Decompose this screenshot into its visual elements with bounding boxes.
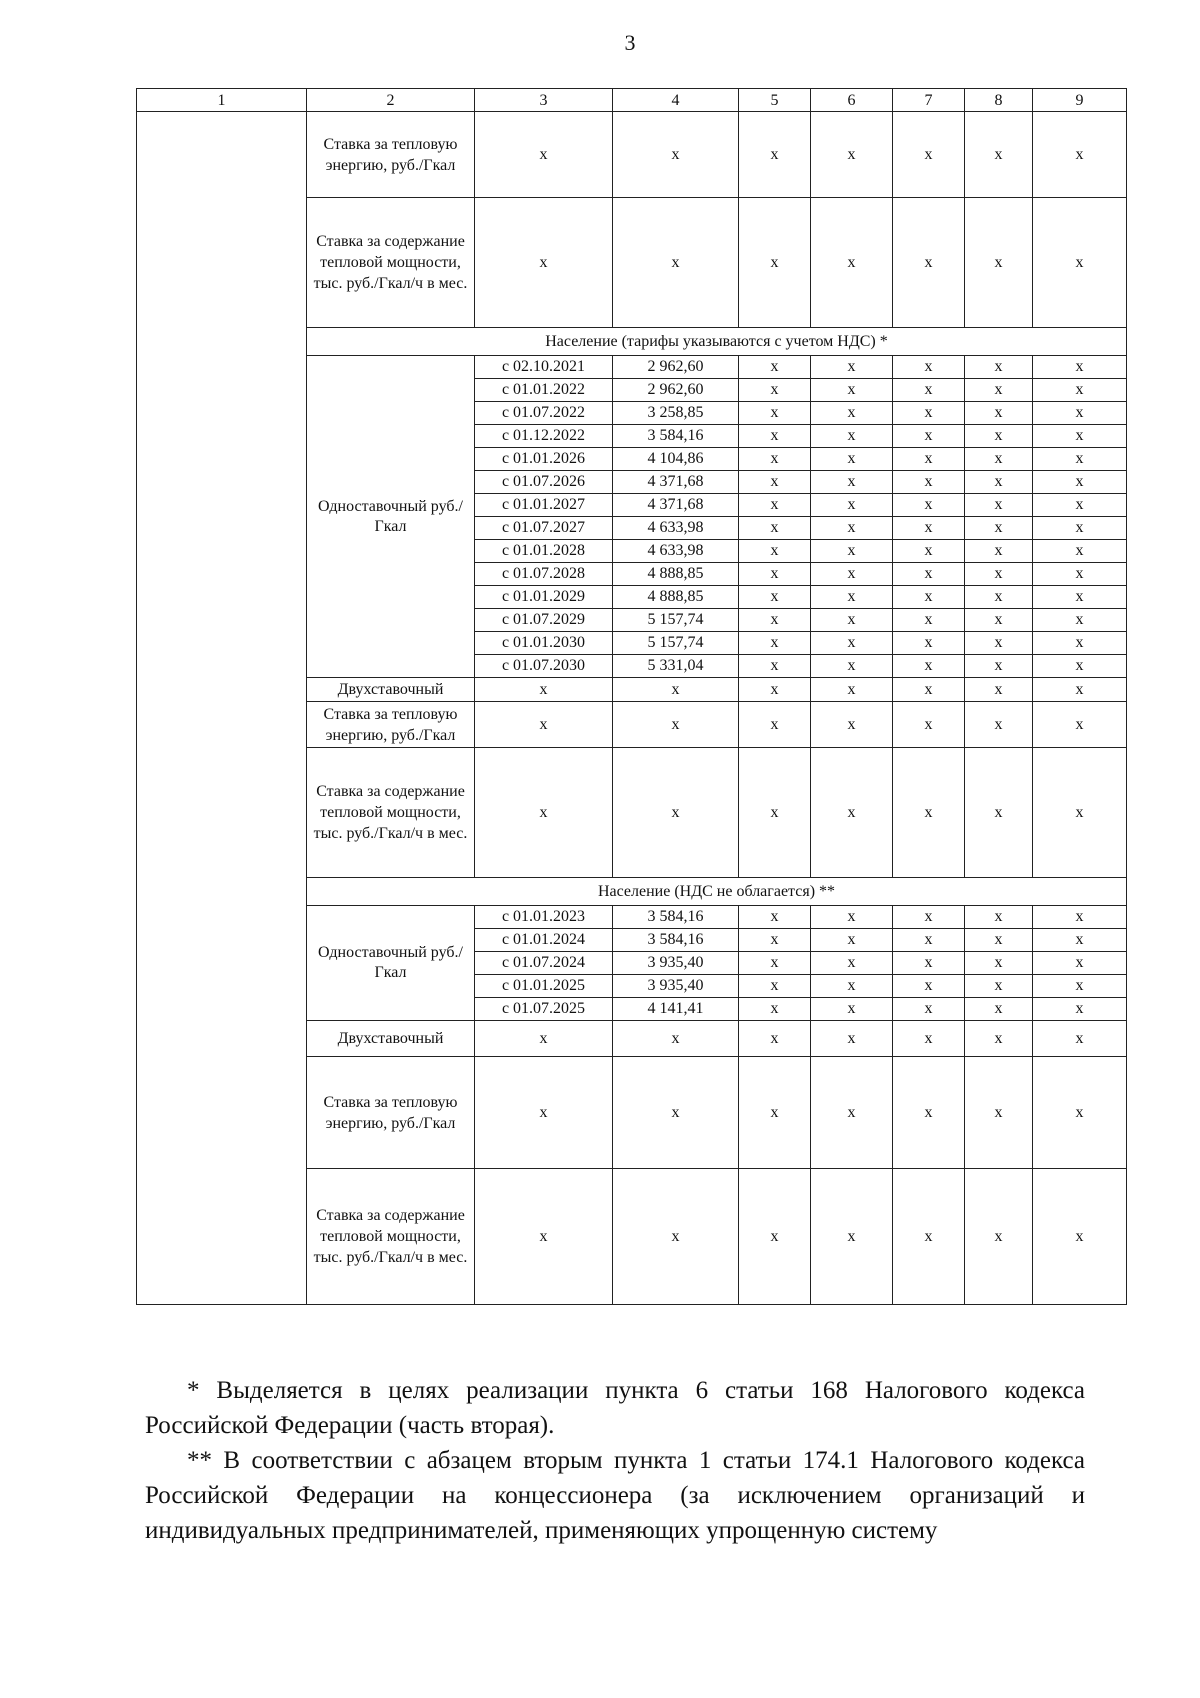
x-cell: x: [893, 655, 965, 678]
x-cell: x: [1033, 448, 1127, 471]
x-cell: x: [1033, 702, 1127, 748]
x-cell: x: [965, 586, 1033, 609]
x-cell: x: [1033, 471, 1127, 494]
x-cell: x: [1033, 748, 1127, 878]
x-cell: x: [475, 748, 613, 878]
x-cell: x: [811, 678, 893, 702]
column-number-cell: 1: [137, 89, 307, 112]
tariff-value: 4 141,41: [613, 998, 739, 1021]
x-cell: x: [475, 702, 613, 748]
x-cell: x: [739, 563, 811, 586]
x-cell: x: [1033, 112, 1127, 198]
x-cell: x: [893, 748, 965, 878]
period-date: с 01.07.2027: [475, 517, 613, 540]
x-cell: x: [893, 678, 965, 702]
x-cell: x: [965, 632, 1033, 655]
x-cell: x: [811, 356, 893, 379]
x-cell: x: [475, 678, 613, 702]
x-cell: x: [613, 198, 739, 328]
x-cell: x: [811, 929, 893, 952]
x-cell: x: [739, 748, 811, 878]
period-date: с 01.01.2026: [475, 448, 613, 471]
x-cell: x: [893, 975, 965, 998]
x-cell: x: [1033, 425, 1127, 448]
x-cell: x: [811, 632, 893, 655]
x-cell: x: [965, 517, 1033, 540]
column-number-cell: 4: [613, 89, 739, 112]
capacity-rate-label: Ставка за содержание тепловой мощности, тыс. руб./Гкал/ч в мес.: [307, 1169, 475, 1305]
single-rate-label: Одноставочный руб./Гкал: [307, 356, 475, 678]
period-date: с 01.07.2026: [475, 471, 613, 494]
x-cell: x: [965, 655, 1033, 678]
x-cell: x: [893, 632, 965, 655]
x-cell: x: [739, 402, 811, 425]
x-cell: x: [811, 748, 893, 878]
period-date: с 01.01.2028: [475, 540, 613, 563]
x-cell: x: [739, 678, 811, 702]
tariff-table: [136, 88, 1127, 1305]
x-cell: x: [1033, 379, 1127, 402]
x-cell: x: [1033, 586, 1127, 609]
x-cell: x: [965, 678, 1033, 702]
x-cell: x: [739, 112, 811, 198]
energy-rate-row: [137, 112, 1127, 198]
x-cell: x: [739, 906, 811, 929]
x-cell: x: [811, 655, 893, 678]
x-cell: x: [811, 1169, 893, 1305]
tariff-value: 4 888,85: [613, 586, 739, 609]
x-cell: x: [1033, 402, 1127, 425]
x-cell: x: [893, 952, 965, 975]
single-rate-label: Одноставочный руб./Гкал: [307, 906, 475, 1021]
x-cell: x: [739, 975, 811, 998]
period-date: с 01.07.2028: [475, 563, 613, 586]
two-rate-label: Двухставочный: [307, 1021, 475, 1057]
x-cell: x: [893, 906, 965, 929]
tariff-value: 3 258,85: [613, 402, 739, 425]
tariff-value: 4 633,98: [613, 517, 739, 540]
two-rate-label: Двухставочный: [307, 678, 475, 702]
x-cell: x: [811, 563, 893, 586]
x-cell: x: [739, 1057, 811, 1169]
x-cell: x: [739, 198, 811, 328]
x-cell: x: [965, 1021, 1033, 1057]
x-cell: x: [811, 702, 893, 748]
x-cell: x: [893, 929, 965, 952]
period-date: с 01.07.2024: [475, 952, 613, 975]
x-cell: x: [893, 609, 965, 632]
x-cell: x: [965, 609, 1033, 632]
period-date: с 01.12.2022: [475, 425, 613, 448]
x-cell: x: [811, 906, 893, 929]
x-cell: x: [893, 448, 965, 471]
x-cell: x: [965, 975, 1033, 998]
x-cell: x: [811, 494, 893, 517]
period-date: с 01.01.2027: [475, 494, 613, 517]
x-cell: x: [1033, 1169, 1127, 1305]
x-cell: x: [739, 425, 811, 448]
period-date: с 02.10.2021: [475, 356, 613, 379]
footnote-2: ** В соответствии с абзацем вторым пункта 1 статьи 174.1 Налогового кодекса Российской Федерации на концессионера (за исключением организаций и индивидуальных предпринимателей, применяющих упрощенную систему: [145, 1447, 1085, 1544]
capacity-rate-label: Ставка за содержание тепловой мощности, тыс. руб./Гкал/ч в мес.: [307, 748, 475, 878]
x-cell: x: [893, 1169, 965, 1305]
tariff-value: 2 962,60: [613, 356, 739, 379]
x-cell: x: [1033, 1021, 1127, 1057]
x-cell: x: [893, 494, 965, 517]
tariff-value: 4 888,85: [613, 563, 739, 586]
x-cell: x: [811, 1057, 893, 1169]
x-cell: x: [965, 952, 1033, 975]
column-number-cell: 9: [1033, 89, 1127, 112]
x-cell: x: [1033, 1057, 1127, 1169]
period-date: с 01.07.2022: [475, 402, 613, 425]
x-cell: x: [965, 379, 1033, 402]
x-cell: x: [613, 1057, 739, 1169]
x-cell: x: [893, 379, 965, 402]
x-cell: x: [965, 356, 1033, 379]
x-cell: x: [739, 929, 811, 952]
x-cell: x: [739, 448, 811, 471]
x-cell: x: [1033, 494, 1127, 517]
section-title: Население (НДС не облагается) **: [307, 878, 1127, 906]
x-cell: x: [965, 448, 1033, 471]
x-cell: x: [965, 402, 1033, 425]
period-date: с 01.01.2024: [475, 929, 613, 952]
x-cell: x: [613, 702, 739, 748]
x-cell: x: [965, 425, 1033, 448]
x-cell: x: [739, 952, 811, 975]
footnote-1: * Выделяется в целях реализации пункта 6 статьи 168 Налогового кодекса Российской Федерации (часть вторая).: [145, 1377, 1085, 1439]
x-cell: x: [811, 402, 893, 425]
tariff-value: 4 104,86: [613, 448, 739, 471]
row-label: Ставка за тепловую энергию, руб./Гкал: [307, 112, 475, 198]
x-cell: x: [475, 112, 613, 198]
x-cell: x: [893, 563, 965, 586]
period-date: с 01.01.2030: [475, 632, 613, 655]
tariff-value: 3 935,40: [613, 975, 739, 998]
x-cell: x: [1033, 906, 1127, 929]
x-cell: x: [613, 1021, 739, 1057]
x-cell: x: [965, 1057, 1033, 1169]
energy-rate-label: Ставка за тепловую энергию, руб./Гкал: [307, 702, 475, 748]
footnotes: [145, 1373, 1085, 1548]
x-cell: x: [613, 678, 739, 702]
x-cell: x: [1033, 998, 1127, 1021]
x-cell: x: [475, 198, 613, 328]
x-cell: x: [893, 425, 965, 448]
tariff-value: 4 633,98: [613, 540, 739, 563]
column-number-cell: 7: [893, 89, 965, 112]
tariff-value: 3 584,16: [613, 425, 739, 448]
x-cell: x: [739, 609, 811, 632]
x-cell: x: [893, 356, 965, 379]
tariff-value: 3 584,16: [613, 929, 739, 952]
x-cell: x: [965, 563, 1033, 586]
x-cell: x: [1033, 632, 1127, 655]
column-number-cell: 6: [811, 89, 893, 112]
tariff-value: 5 331,04: [613, 655, 739, 678]
x-cell: x: [811, 540, 893, 563]
row-label: Ставка за содержание тепловой мощности, тыс. руб./Гкал/ч в мес.: [307, 198, 475, 328]
column-number-cell: 8: [965, 89, 1033, 112]
tariff-value: 3 584,16: [613, 906, 739, 929]
x-cell: x: [893, 540, 965, 563]
energy-rate-label: Ставка за тепловую энергию, руб./Гкал: [307, 1057, 475, 1169]
x-cell: x: [965, 494, 1033, 517]
x-cell: x: [739, 356, 811, 379]
column-number-cell: 2: [307, 89, 475, 112]
x-cell: x: [1033, 678, 1127, 702]
x-cell: x: [811, 517, 893, 540]
x-cell: x: [893, 998, 965, 1021]
x-cell: x: [739, 379, 811, 402]
x-cell: x: [893, 702, 965, 748]
tariff-value: 5 157,74: [613, 632, 739, 655]
x-cell: x: [811, 112, 893, 198]
x-cell: x: [811, 448, 893, 471]
x-cell: x: [893, 1021, 965, 1057]
x-cell: x: [811, 471, 893, 494]
column-number-cell: 3: [475, 89, 613, 112]
x-cell: x: [965, 198, 1033, 328]
x-cell: x: [739, 494, 811, 517]
x-cell: x: [965, 748, 1033, 878]
x-cell: x: [1033, 540, 1127, 563]
x-cell: x: [965, 702, 1033, 748]
x-cell: x: [893, 517, 965, 540]
x-cell: x: [811, 998, 893, 1021]
x-cell: x: [739, 586, 811, 609]
tariff-value: 2 962,60: [613, 379, 739, 402]
x-cell: x: [811, 198, 893, 328]
x-cell: x: [893, 586, 965, 609]
x-cell: x: [893, 112, 965, 198]
period-date: с 01.01.2025: [475, 975, 613, 998]
x-cell: x: [613, 112, 739, 198]
x-cell: x: [739, 540, 811, 563]
column-1-blank: [137, 112, 307, 1305]
x-cell: x: [965, 540, 1033, 563]
x-cell: x: [1033, 356, 1127, 379]
x-cell: x: [965, 906, 1033, 929]
x-cell: x: [475, 1057, 613, 1169]
x-cell: x: [1033, 975, 1127, 998]
x-cell: x: [739, 471, 811, 494]
x-cell: x: [811, 379, 893, 402]
x-cell: x: [739, 632, 811, 655]
x-cell: x: [893, 198, 965, 328]
x-cell: x: [739, 1021, 811, 1057]
x-cell: x: [965, 998, 1033, 1021]
x-cell: x: [965, 112, 1033, 198]
tariff-value: 5 157,74: [613, 609, 739, 632]
period-date: с 01.01.2022: [475, 379, 613, 402]
x-cell: x: [613, 748, 739, 878]
column-number-cell: 5: [739, 89, 811, 112]
x-cell: x: [811, 586, 893, 609]
x-cell: x: [1033, 655, 1127, 678]
x-cell: x: [1033, 563, 1127, 586]
x-cell: x: [739, 998, 811, 1021]
x-cell: x: [811, 1021, 893, 1057]
page-number: 3: [624, 30, 636, 55]
period-date: с 01.07.2025: [475, 998, 613, 1021]
x-cell: x: [965, 929, 1033, 952]
x-cell: x: [1033, 609, 1127, 632]
x-cell: x: [965, 471, 1033, 494]
x-cell: x: [811, 975, 893, 998]
tariff-value: 4 371,68: [613, 471, 739, 494]
x-cell: x: [893, 471, 965, 494]
x-cell: x: [893, 402, 965, 425]
x-cell: x: [1033, 929, 1127, 952]
tariff-value: 3 935,40: [613, 952, 739, 975]
x-cell: x: [613, 1169, 739, 1305]
x-cell: x: [739, 702, 811, 748]
x-cell: x: [475, 1169, 613, 1305]
period-date: с 01.07.2030: [475, 655, 613, 678]
x-cell: x: [811, 425, 893, 448]
x-cell: x: [1033, 198, 1127, 328]
x-cell: x: [1033, 952, 1127, 975]
x-cell: x: [811, 952, 893, 975]
section-title: Население (тарифы указываются с учетом НДС) *: [307, 328, 1127, 356]
x-cell: x: [739, 655, 811, 678]
x-cell: x: [893, 1057, 965, 1169]
tariff-value: 4 371,68: [613, 494, 739, 517]
column-number-row: [137, 89, 1127, 112]
period-date: с 01.07.2029: [475, 609, 613, 632]
x-cell: x: [739, 517, 811, 540]
period-date: с 01.01.2029: [475, 586, 613, 609]
x-cell: x: [1033, 517, 1127, 540]
period-date: с 01.01.2023: [475, 906, 613, 929]
x-cell: x: [811, 609, 893, 632]
x-cell: x: [475, 1021, 613, 1057]
x-cell: x: [965, 1169, 1033, 1305]
x-cell: x: [739, 1169, 811, 1305]
